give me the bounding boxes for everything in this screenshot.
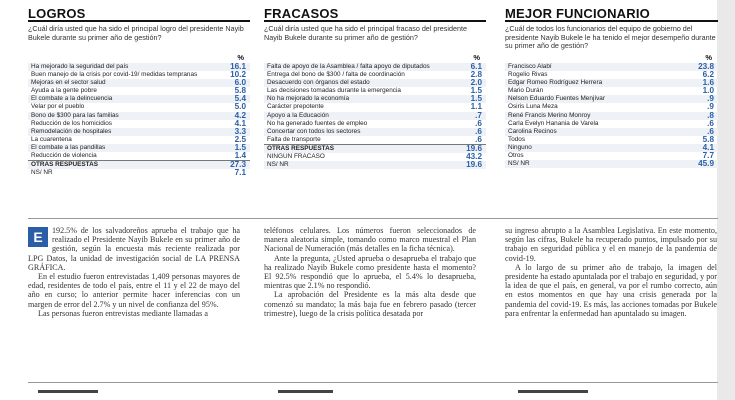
article-paragraph: su ingreso abrupto a la Asamblea Legislativa. En este momento, según las cifras, Bukele ha recuperado puntos, impulsado por su trabajo en seguridad pública y el en manejo de la pandemia de covid-19.: [505, 226, 717, 263]
poll-row-value: 23.8: [692, 63, 718, 71]
poll-row-value: 19.6: [460, 144, 486, 153]
poll-row-label: Carla Evelyn Hanania de Varela: [508, 119, 599, 127]
poll-row: [28, 161, 250, 170]
poll-row: [264, 144, 486, 153]
logros-title: LOGROS: [28, 6, 250, 22]
poll-row: [505, 136, 718, 144]
poll-row: [264, 95, 486, 103]
poll-row-label: El combate a las pandillas: [28, 144, 224, 152]
poll-row-label: NINGÚN FRACASO: [267, 153, 325, 161]
poll-row-label: No ha mejorado la economía: [264, 95, 460, 103]
poll-row-value: .6: [475, 119, 482, 128]
poll-row-value: 2.5: [234, 135, 246, 144]
poll-row-label: Bono de $300 para las familias: [28, 112, 224, 120]
poll-row: [505, 128, 718, 136]
logros-section: [28, 6, 250, 177]
poll-row-label: Rogelio Rivas: [508, 71, 548, 79]
poll-row-label: NS/ NR: [264, 161, 460, 169]
poll-row-value: 6.2: [702, 71, 714, 80]
article-paragraph: teléfonos celulares. Los números fueron seleccionados de manera aleatoria simple, tomando como marco muestral el Plan Nacional de Numeración (más detalles en la ficha técnica).: [264, 226, 476, 254]
article-paragraph: En el estudio fueron entrevistadas 1,409 personas mayores de edad, residentes de todo el país, entre el 11 y el 22 de mayo del año en curso; lo anterior permite hacer inferencias con un margen de error del 2.7% y un nivel de confianza del 95%.: [28, 272, 240, 309]
poll-row-value: .9: [707, 103, 714, 112]
poll-row-label: NS/ NR: [505, 160, 692, 168]
article-paragraph: [28, 226, 240, 272]
poll-row-label: Falta de transporte: [267, 135, 321, 143]
poll-row-value: 1.0: [702, 87, 714, 96]
poll-row-value: 2.8: [470, 71, 482, 80]
poll-row-value: 45.9: [692, 160, 718, 168]
poll-row: [28, 169, 250, 177]
poll-row-label: René Francis Merino Monroy: [505, 112, 692, 120]
article-column-1: [28, 226, 240, 318]
funcionario-title: MEJOR FUNCIONARIO: [505, 6, 718, 22]
poll-row: [505, 71, 718, 79]
poll-row-value: 1.5: [460, 95, 486, 103]
poll-row: [264, 128, 486, 136]
poll-row: [28, 63, 250, 71]
fracasos-table: [264, 63, 486, 169]
poll-row-value: 3.3: [224, 128, 250, 136]
poll-row: [505, 63, 718, 71]
poll-row-value: .6: [475, 135, 482, 144]
poll-row-value: 7.7: [702, 152, 714, 161]
cutoff-heading: [518, 390, 588, 393]
funcionario-table: [505, 63, 718, 168]
poll-row-label: Mario Durán: [508, 87, 544, 95]
section-divider: [28, 218, 718, 219]
poll-row: [505, 87, 718, 95]
cutoff-heading: [38, 390, 98, 393]
poll-row-label: NS/ NR: [31, 169, 53, 177]
poll-row-value: 4.2: [224, 112, 250, 120]
poll-row-label: Nelson Eduardo Fuentes Menjívar: [505, 95, 692, 103]
poll-row-label: Ninguno: [505, 144, 692, 152]
poll-row-label: Falta de apoyo de la Asamblea / falta apoyo de diputados: [264, 63, 460, 71]
cutoff-heading: [278, 390, 333, 393]
article-paragraph: Las personas fueron entrevistas mediante llamadas a: [38, 308, 208, 318]
poll-row-label: Entrega del bono de $300 / falta de coordinación: [267, 71, 405, 79]
poll-row-value: 5.4: [224, 95, 250, 103]
next-section-headings-cutoff: [28, 390, 718, 400]
poll-row-value: 5.8: [234, 87, 246, 96]
poll-row: [505, 120, 718, 128]
poll-row-label: OTRAS RESPUESTAS: [264, 144, 460, 153]
fracasos-question: ¿Cuál diría usted que ha sido el principal fracaso del presidente Nayib Bukele durante su primer año de gestión?: [264, 24, 467, 42]
logros-question: ¿Cuál diría usted que ha sido el principal logro del presidente Nayib Bukele durante su primer año de gestión?: [28, 24, 244, 42]
poll-row-value: 1.1: [470, 103, 482, 112]
poll-row-value: .7: [460, 112, 486, 120]
poll-row-value: 6.0: [224, 79, 250, 87]
poll-row-label: Las decisiones tomadas durante la emergencia: [267, 87, 401, 95]
poll-row: [28, 95, 250, 103]
poll-row: [28, 152, 250, 161]
poll-row-value: 27.3: [224, 161, 250, 170]
poll-row: [264, 63, 486, 71]
poll-row: [505, 112, 718, 120]
poll-row: [28, 144, 250, 152]
poll-row: [264, 87, 486, 95]
dropcap: E: [28, 227, 48, 247]
poll-row-value: .6: [460, 128, 486, 136]
poll-row: [28, 71, 250, 79]
poll-row-label: Ayuda a la gente pobre: [31, 87, 97, 95]
poll-row-label: OTRAS RESPUESTAS: [28, 161, 224, 170]
poll-row-value: 1.6: [692, 79, 718, 87]
poll-row: [505, 103, 718, 111]
poll-row: [28, 112, 250, 120]
poll-row-label: Carolina Recinos: [505, 128, 692, 136]
funcionario-question: ¿Cuál de todos los funcionarios del equipo de gobierno del presidente Nayib Bukele le ha tenido el mejor desempeño durante su primer año de gestión?: [505, 24, 716, 51]
poll-row-value: 1.4: [234, 152, 246, 161]
poll-row-label: Otros: [508, 152, 524, 160]
poll-row-value: 43.2: [466, 153, 482, 162]
poll-row-value: 19.6: [460, 161, 486, 169]
poll-row: [264, 161, 486, 169]
poll-row-value: 1.5: [470, 87, 482, 96]
poll-row: [505, 79, 718, 87]
poll-row-value: 10.2: [230, 71, 246, 80]
poll-row: [264, 103, 486, 111]
poll-row-value: 4.1: [234, 119, 246, 128]
funcionario-pct-header: %: [705, 53, 712, 62]
poll-row: [28, 128, 250, 136]
poll-row-value: 1.5: [224, 144, 250, 152]
poll-row-label: Velar por el pueblo: [31, 103, 85, 111]
poll-row: [28, 79, 250, 87]
poll-row-value: 5.8: [702, 135, 714, 144]
poll-row-value: 4.1: [692, 144, 718, 152]
poll-row-value: .8: [692, 112, 718, 120]
poll-row: [28, 87, 250, 95]
article-paragraph: Ante la pregunta, ¿Usted aprueba o desaprueba el trabajo que ha realizado Nayib Bukele como presidente hasta el momento? El 92.5% respondió que lo aprueba, el 5.4% lo desaprueba, mientras que 2.1% no respondió.: [264, 253, 476, 291]
poll-row-label: Todos: [508, 135, 526, 143]
poll-row: [264, 79, 486, 87]
poll-row: [505, 152, 718, 160]
poll-row: [28, 120, 250, 128]
logros-pct-header: %: [237, 53, 244, 62]
poll-row: [264, 112, 486, 120]
poll-row: [28, 136, 250, 144]
poll-row: [505, 95, 718, 103]
poll-row-label: Mejoras en el sector salud: [28, 79, 224, 87]
poll-row-label: Desacuerdo con órganos del estado: [264, 79, 460, 87]
logros-table: [28, 63, 250, 177]
poll-row-label: La cuarentena: [31, 135, 72, 143]
article-column-2: [264, 226, 476, 318]
poll-row-value: .6: [707, 119, 714, 128]
article-column-3: [505, 226, 717, 318]
poll-row-label: Edgar Romeo Rodríguez Herrera: [505, 79, 692, 87]
poll-row: [264, 71, 486, 79]
poll-row-label: Reducción de los homicidios: [31, 119, 112, 127]
article-text: 192.5% de los salvadoreños aprueba el trabajo que ha realizado el Presidente Nayib Bukele en su primer año de gestión, según la encuesta más reciente realizada por LPG Datos, la unidad de investigación social de LA PRENSA GRÁFICA.: [28, 226, 240, 272]
poll-row-value: 7.1: [234, 169, 246, 178]
poll-row: [505, 160, 718, 168]
poll-row-value: .9: [692, 95, 718, 103]
poll-row-value: .6: [692, 128, 718, 136]
poll-row: [264, 153, 486, 161]
poll-row-label: Reducción de violencia: [31, 152, 97, 160]
poll-row-label: Osiris Luna Meza: [508, 103, 558, 111]
footer-divider: [28, 382, 718, 383]
fracasos-section: [264, 6, 486, 169]
poll-row-value: 16.1: [224, 63, 250, 71]
poll-row-label: Concertar con todos los sectores: [264, 128, 460, 136]
poll-row-value: 2.0: [460, 79, 486, 87]
poll-row-label: Carácter prepotente: [267, 103, 324, 111]
poll-row-label: No ha generado fuentes de empleo: [267, 119, 368, 127]
article-paragraph: La aprobación del Presidente es la más alta desde que comenzó su mandato; la más baja fue en febrero pasado (tercer trimestre), luego de la crisis política desatada por: [264, 290, 476, 318]
poll-row: [264, 120, 486, 128]
poll-row-label: Ha mejorado la seguridad del país: [28, 63, 224, 71]
poll-row-value: 6.1: [460, 63, 486, 71]
poll-row: [28, 103, 250, 111]
poll-row-label: Apoyo a la Educación: [264, 112, 460, 120]
poll-row: [505, 144, 718, 152]
fracasos-title: FRACASOS: [264, 6, 486, 22]
poll-row-label: Buen manejo de la crisis por covid-19/ medidas tempranas: [31, 71, 198, 79]
poll-row-label: El combate a la delincuencia: [28, 95, 224, 103]
poll-row: [264, 136, 486, 145]
poll-row-value: 5.0: [234, 103, 246, 112]
page-edge-strip: [717, 0, 735, 400]
poll-row-label: Francisco Alabí: [505, 63, 692, 71]
funcionario-section: [505, 6, 718, 168]
article-paragraph: A lo largo de su primer año de trabajo, la imagen del presidente ha estado apuntalada por el trabajo en seguridad, y por la idea de que el país, en general, va por el rumbo correcto, aún en estos momentos en que hay una crisis generada por la pandemia del covid-19. Es más, las acciones tomadas por Bukele para enfrentar la enfermedad han apuntalado su imagen.: [505, 262, 717, 318]
poll-row-label: Remodelación de hospitales: [28, 128, 224, 136]
fracasos-pct-header: %: [473, 53, 480, 62]
